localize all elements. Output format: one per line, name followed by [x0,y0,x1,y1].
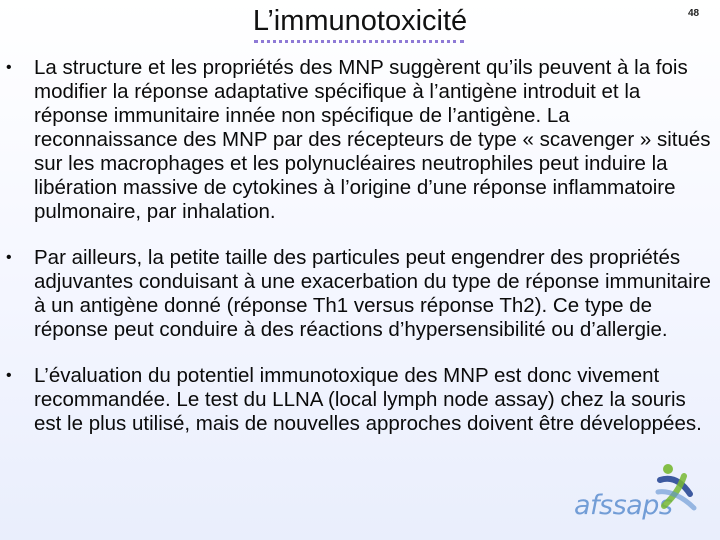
title-divider [254,40,464,43]
slide-number: 48 [688,8,700,19]
slide-title: L’immunotoxicité [252,5,468,37]
bullet-list [0,56,720,458]
bullet-item [0,364,720,436]
bullet-text: Par ailleurs, la petite taille des particules peut engendrer des propriétés adjuvantes conduisant à une exacerbation du type de réponse immunitaire à un antigène donné (réponse Th1 versus réponse Th2). Ce type de réponse peut conduire à des réactions d’hypersensibilité ou d’allergie. [34,246,711,341]
afssaps-logo-mark-icon [654,462,702,514]
bullet-marker: • [6,367,12,384]
bullet-marker: • [6,249,12,266]
bullet-text: L’évaluation du potentiel immunotoxique des MNP est donc vivement recommandée. Le test du LLNA (local lymph node assay) chez la souris est le plus utilisé, mais de nouvelles approches doivent être développées. [34,364,702,435]
afssaps-logo [560,462,710,532]
bullet-item [0,246,720,342]
logo-wordmark: afssaps [574,490,673,521]
bullet-text: La structure et les propriétés des MNP suggèrent qu’ils peuvent à la fois modifier la réponse adaptative spécifique à l’antigène introduit et la réponse immunitaire innée non spécifique de l’antigène. La reconnaissance des MNP par des récepteurs de type « scavenger » situés sur les macrophages et les polynucléaires neutrophiles peut induire la libération massive de cytokines à l’origine d’une réponse inflammatoire pulmonaire, par inhalation. [34,56,711,223]
bullet-item [0,56,720,224]
bullet-marker: • [6,59,12,76]
